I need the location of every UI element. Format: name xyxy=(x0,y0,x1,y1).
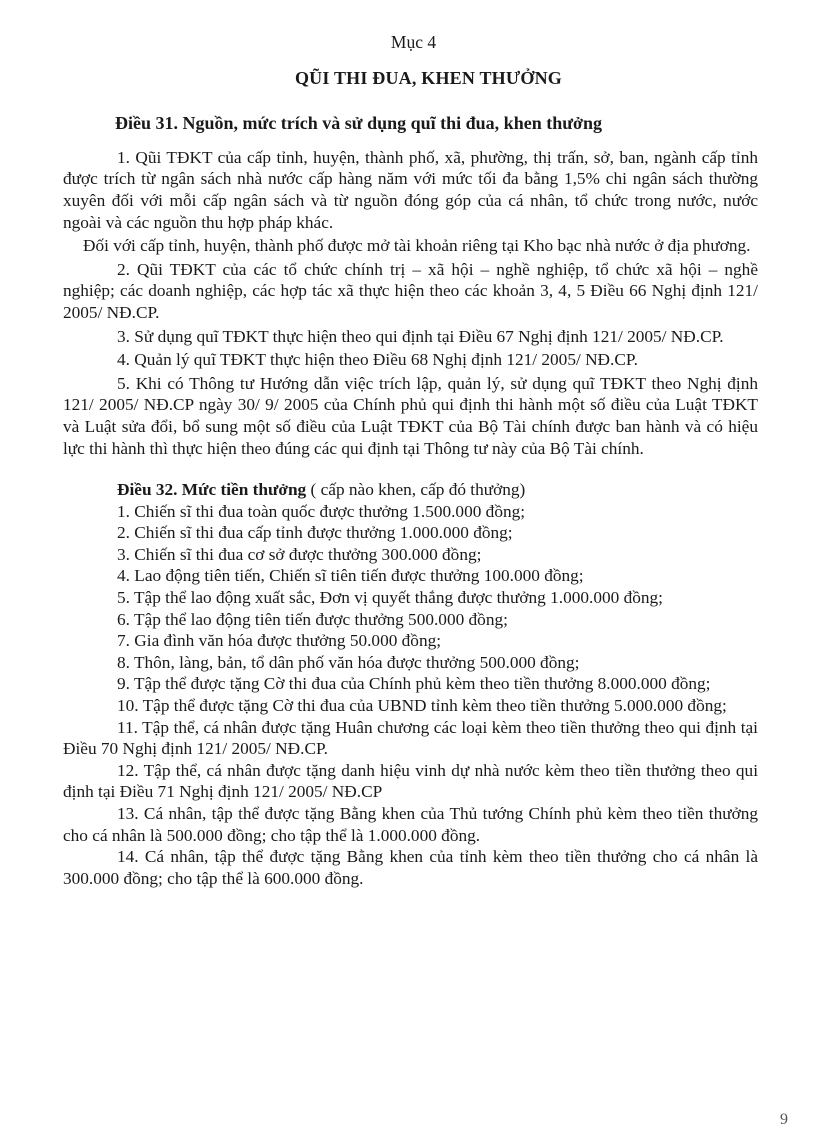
spacer xyxy=(63,461,758,479)
page-number: 9 xyxy=(780,1111,788,1129)
list-item: 6. Tập thể lao động tiên tiến được thưởng 500.000 đồng; xyxy=(117,609,508,629)
article-31-paragraph: Đối với cấp tỉnh, huyện, thành phố được mở tài khoản riêng tại Kho bạc nhà nước ở địa phương. xyxy=(83,236,751,256)
list-item: 9. Tập thể được tặng Cờ thi đua của Chính phủ kèm theo tiền thưởng 8.000.000 đồng; xyxy=(117,674,711,694)
list-item: 2. Chiến sĩ thi đua cấp tỉnh được thưởng 1.000.000 đồng; xyxy=(117,523,513,543)
list-item: 3. Chiến sĩ thi đua cơ sở được thưởng 300.000 đồng; xyxy=(117,544,482,564)
list-item: 14. Cá nhân, tập thể được tặng Bằng khen của tỉnh kèm theo tiền thưởng cho cá nhân là 300.000 đồng; cho tập thể là 600.000 đồng. xyxy=(63,847,758,888)
list-item: 10. Tập thể được tặng Cờ thi đua của UBND tỉnh kèm theo tiền thưởng 5.000.000 đồng; xyxy=(117,696,727,716)
list-item: 5. Tập thể lao động xuất sắc, Đơn vị quyết thắng được thưởng 1.000.000 đồng; xyxy=(117,588,663,608)
list-item: 1. Chiến sĩ thi đua toàn quốc được thưởng 1.500.000 đồng; xyxy=(117,501,526,521)
list-item: 8. Thôn, làng, bản, tổ dân phố văn hóa được thưởng 500.000 đồng; xyxy=(117,652,580,672)
article-31-title: Điều 31. Nguồn, mức trích và sử dụng quĩ thi đua, khen thưởng xyxy=(115,113,602,134)
article-31-paragraph: 2. Qũi TĐKT của các tổ chức chính trị – xã hội – nghề nghiệp, tổ chức xã hội – nghề nghiệp; các doanh nghiệp, các hợp tác xã thực hiện theo các khoản 3, 4, 5 Điều 66 Nghị định 121/ 2005/ NĐ.CP. xyxy=(63,259,758,322)
article-31-paragraph: 5. Khi có Thông tư Hướng dẫn việc trích lập, quản lý, sử dụng quĩ TĐKT theo Nghị định 121/ 2005/ NĐ.CP ngày 30/ 9/ 2005 của Chính phủ qui định thi hành một số điều của Luật TĐKT và Luật sửa đổi, bổ sung một số điều của Luật TĐKT của Bộ Tài chính được ban hành và có hiệu lực thi hành thì thực hiện theo đúng các qui định tại Thông tư này của Bộ Tài chính. xyxy=(63,373,758,458)
article-32-title-main: Điều 32. Mức tiền thưởng xyxy=(117,480,307,500)
article-32-title-note: ( cấp nào khen, cấp đó thưởng) xyxy=(306,480,526,500)
list-item: 11. Tập thể, cá nhân được tặng Huân chương các loại kèm theo tiền thưởng theo qui định tại Điều 70 Nghị định 121/ 2005/ NĐ.CP. xyxy=(63,717,758,759)
article-31-paragraph: 1. Qũi TĐKT của cấp tỉnh, huyện, thành phố, xã, phường, thị trấn, sở, ban, ngành cấp tỉnh được trích từ ngân sách nhà nước cấp hàng năm với mức tối đa bằng 1,5% chi ngân sách thường xuyên đối với mỗi cấp ngân sách và từ nguồn đóng góp của cá nhân, tổ chức trong nước, nước ngoài và các nguồn thu hợp pháp khác. xyxy=(63,147,758,232)
list-item: 12. Tập thể, cá nhân được tặng danh hiệu vinh dự nhà nước kèm theo tiền thưởng theo qui định tại Điều 71 Nghị định 121/ 2005/ NĐ.CP xyxy=(63,760,758,802)
list-item: 4. Lao động tiên tiến, Chiến sĩ tiên tiến được thưởng 100.000 đồng; xyxy=(117,566,584,586)
article-31-paragraph: 3. Sử dụng quĩ TĐKT thực hiện theo qui định tại Điều 67 Nghị định 121/ 2005/ NĐ.CP. xyxy=(117,326,724,346)
section-label: Mục 4 xyxy=(390,32,437,52)
list-item: 7. Gia đình văn hóa được thưởng 50.000 đồng; xyxy=(117,631,442,651)
section-title: QŨI THI ĐUA, KHEN THƯỞNG xyxy=(294,67,562,88)
article-32-title xyxy=(63,479,758,501)
list-item: 13. Cá nhân, tập thể được tặng Bằng khen của Thủ tướng Chính phủ kèm theo tiền thưởng cho cá nhân là 500.000 đồng; cho tập thể là 1.000.000 đồng. xyxy=(63,804,758,845)
article-31-paragraph: 4. Quản lý quĩ TĐKT thực hiện theo Điều 68 Nghị định 121/ 2005/ NĐ.CP. xyxy=(117,350,638,370)
